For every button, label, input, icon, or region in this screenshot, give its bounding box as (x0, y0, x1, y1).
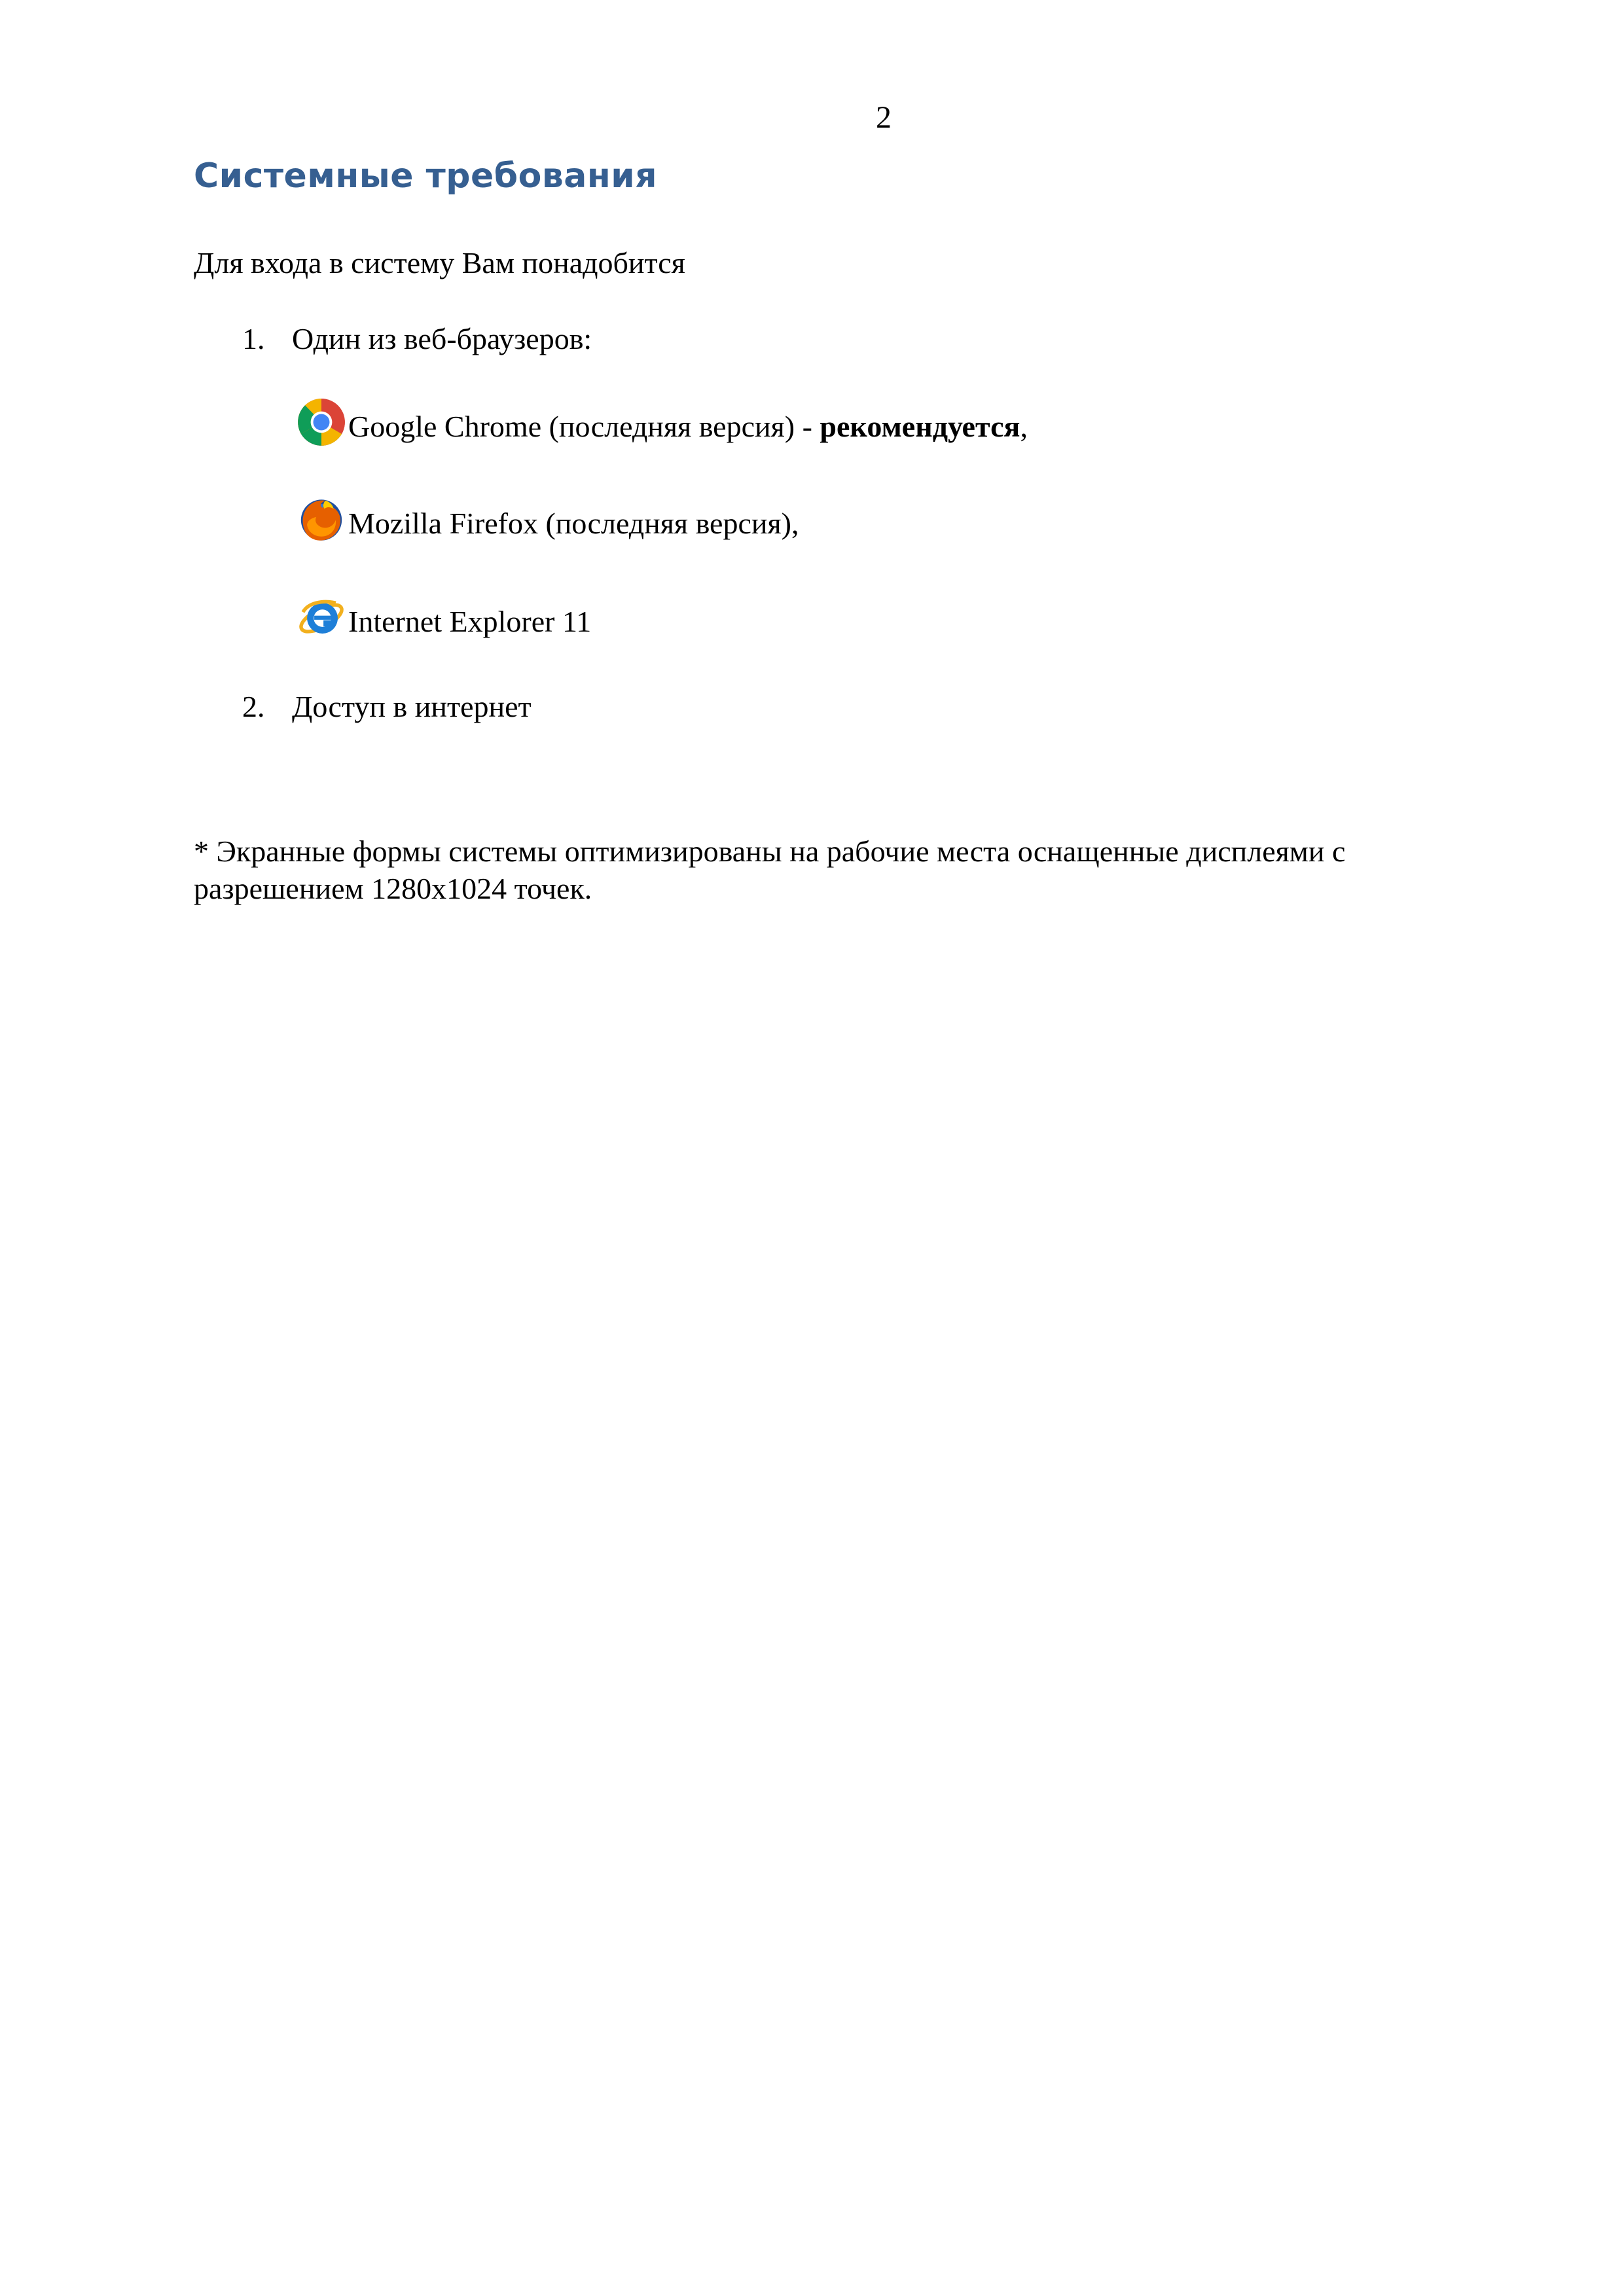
browser-internet-explorer (296, 588, 591, 643)
intro-text: Для входа в систему Вам понадобится (194, 246, 685, 279)
recommended-emphasis: рекомендуется (820, 410, 1020, 443)
list-item-text: Один из веб-браузеров: (292, 322, 592, 355)
footnote: * Экранные формы системы оптимизированы на рабочие места оснащенные дисплеями с разрешением 1280x1024 точек. (194, 834, 1346, 905)
page-number: 2 (876, 100, 892, 135)
chrome-icon (296, 397, 347, 448)
list-item-text: Доступ в интернет (292, 690, 532, 723)
list-item-browsers (242, 319, 592, 359)
list-item-internet (242, 687, 532, 726)
list-number: 2. (242, 690, 265, 723)
browser-chrome (296, 393, 1028, 448)
section-heading: Системные требования (194, 156, 658, 196)
browser-label: Google Chrome (последняя версия) - рекомендуется, (348, 410, 1028, 443)
browser-firefox (296, 490, 799, 545)
list-number: 1. (242, 322, 265, 355)
internet-explorer-icon (296, 592, 347, 643)
browser-label: Internet Explorer 11 (348, 605, 592, 638)
firefox-icon (296, 493, 347, 545)
browser-label: Mozilla Firefox (последняя версия), (348, 507, 799, 540)
